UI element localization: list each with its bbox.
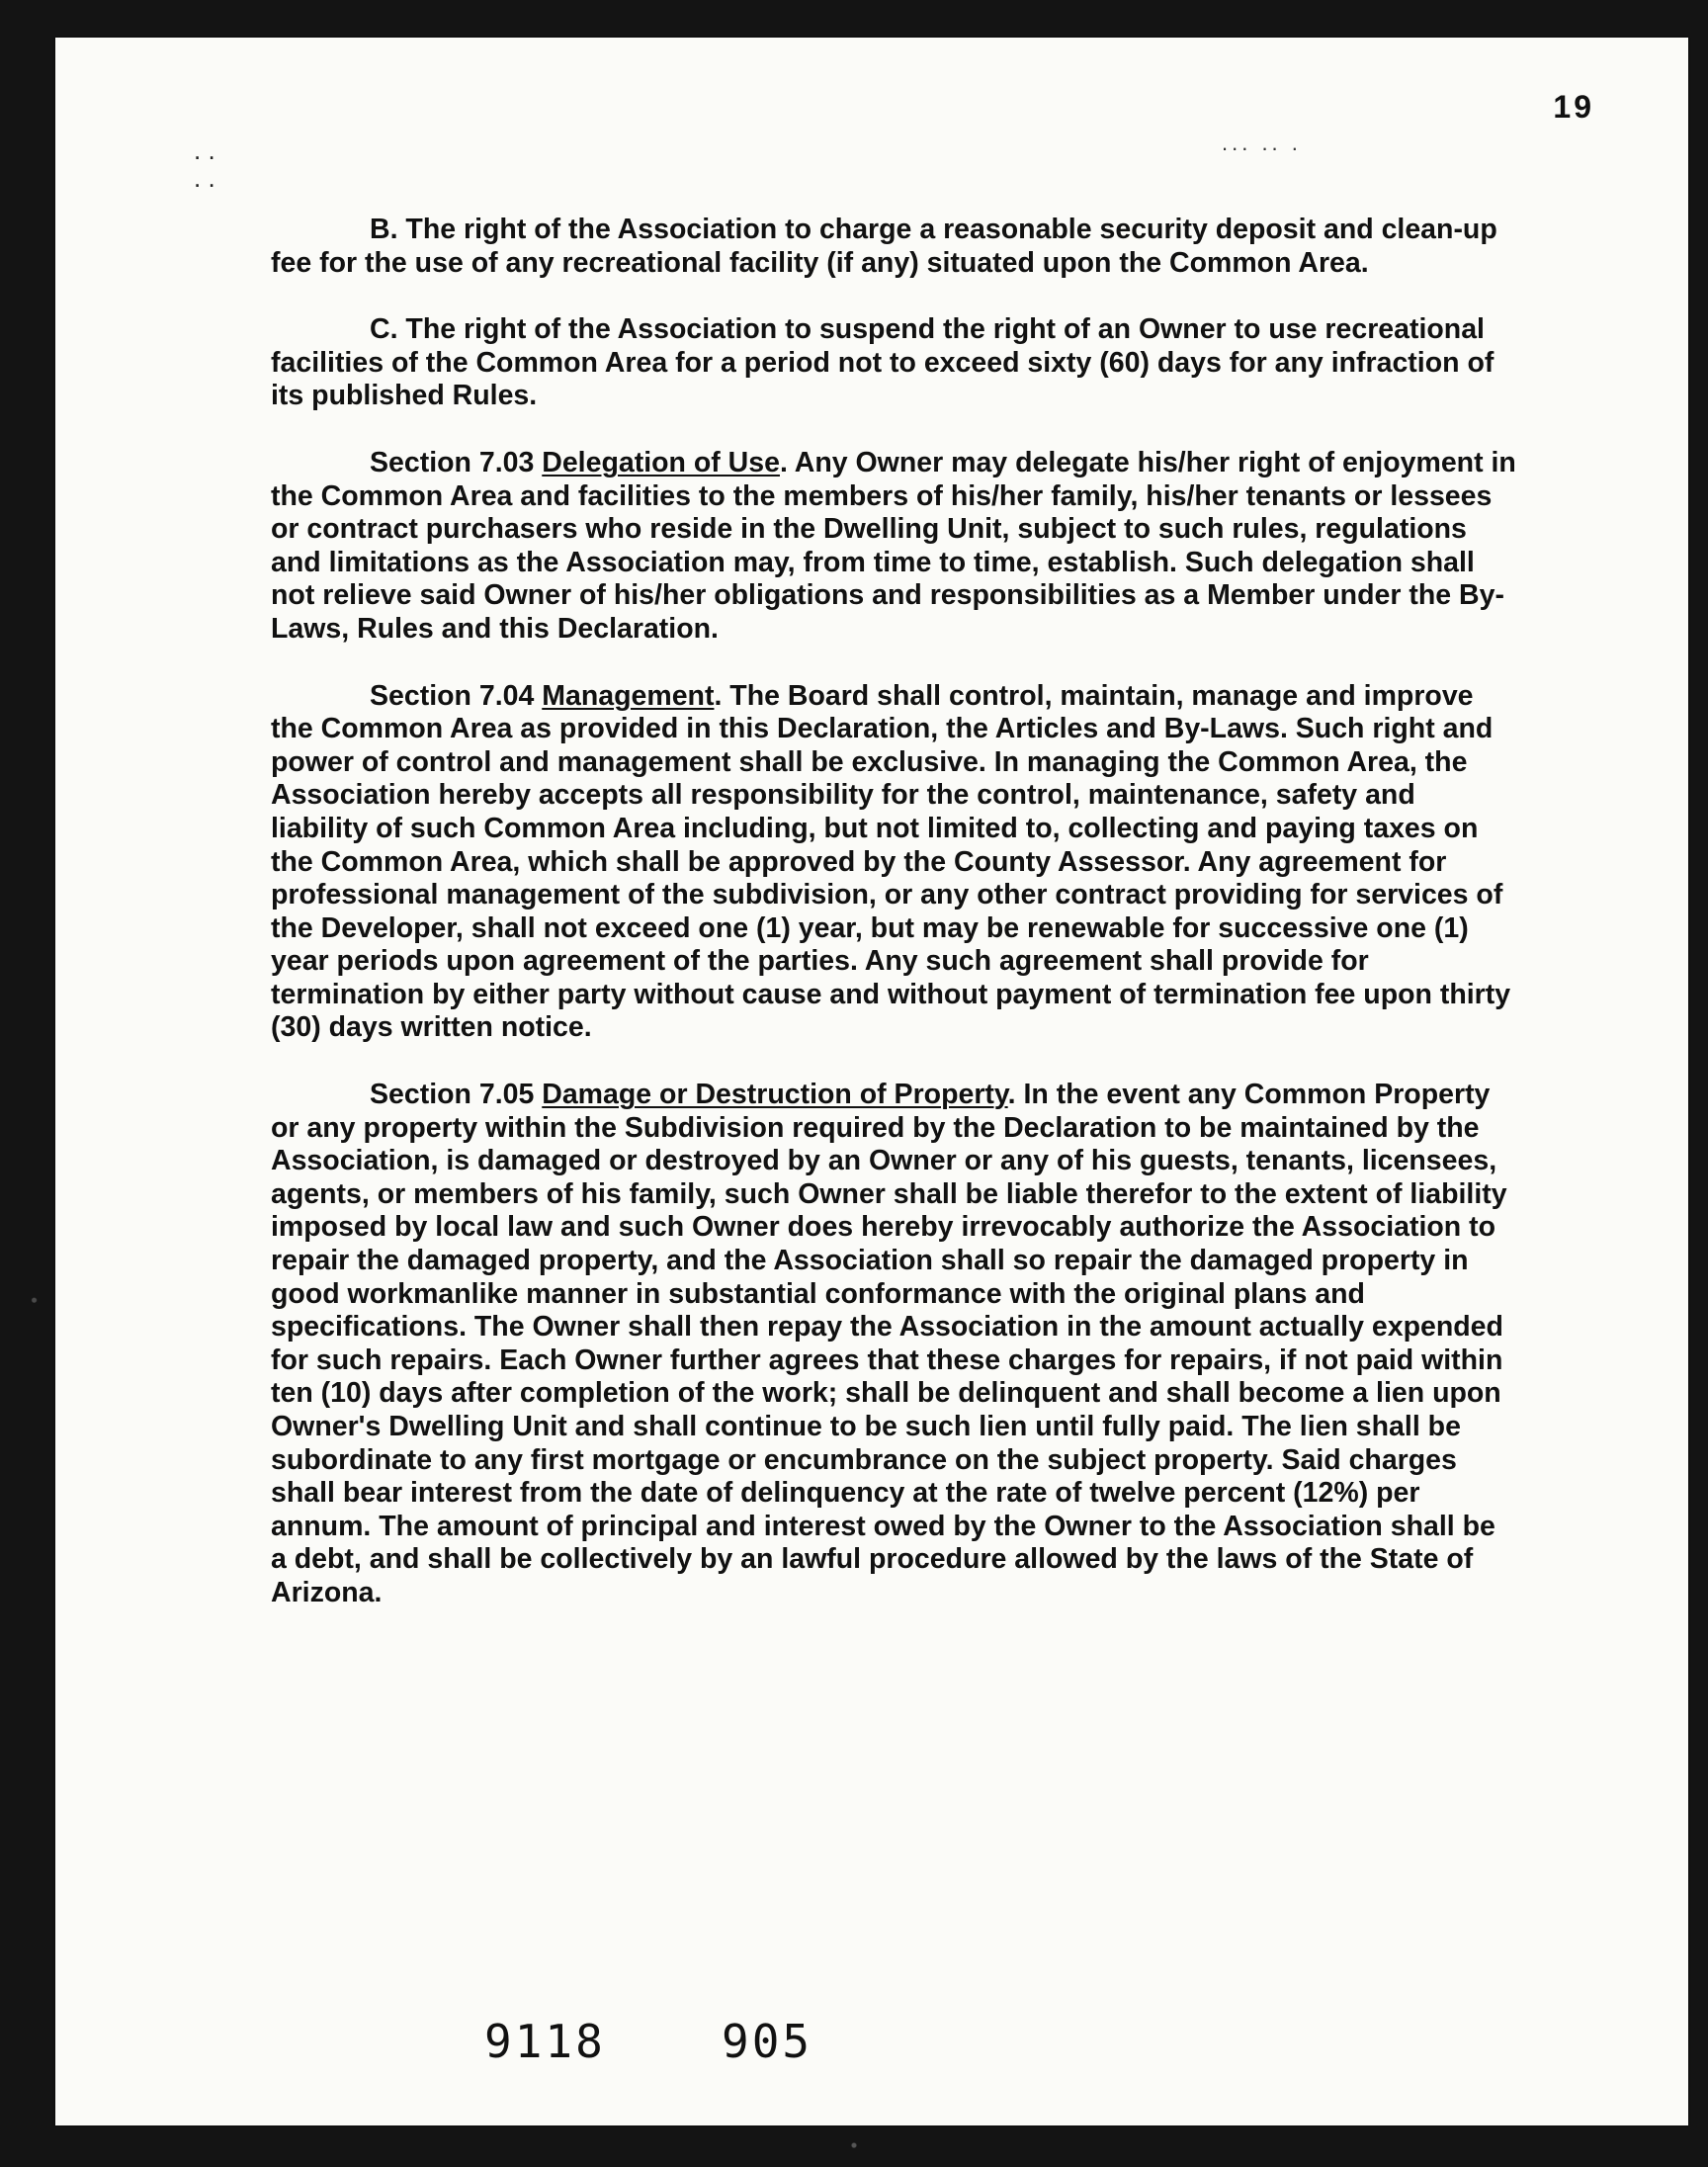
paragraph-text: B. The right of the Association to charge a reasonable security deposit and clean-up fee for the use of any recreational facility (if any) situated upon the Common Area. — [271, 214, 1497, 279]
document-body — [271, 214, 1516, 1644]
section-7-04 — [271, 680, 1516, 1046]
margin-marks: . . . . — [194, 135, 215, 193]
footer-docket-number: 9118 — [484, 2015, 606, 2068]
footer-page-number: 905 — [722, 2015, 813, 2068]
document-page — [55, 38, 1688, 2125]
section-number: Section 7.03 — [370, 446, 543, 478]
section-7-05 — [271, 1079, 1516, 1610]
paragraph-text: . Any Owner may delegate his/her right of enjoyment in the Common Area and facilities to the members of his/her family, his/her tenants or lessees or contract purchasers who reside in the Dwelling Unit, subject to such rules, regulations and limitations as the Association may, from time to time, establish. Such delegation shall not relieve said Owner of his/her obligations and responsibilities as a Member under the By-Laws, Rules and this Declaration. — [271, 446, 1516, 645]
section-7-03 — [271, 447, 1516, 647]
section-number: Section 7.04 — [370, 679, 543, 712]
page-number: 19 — [1553, 89, 1594, 125]
section-number: Section 7.05 — [370, 1079, 543, 1111]
paragraph-text: . In the event any Common Property or any property within the Subdivision required by the Declaration to be maintained by the Association, is damaged or destroyed by an Owner or any of his guests, tenants, licensees, agents, or members of his family, such Owner shall be liable therefor to the extent of liability imposed by local law and such Owner does hereby irrevocably authorize the Association to repair the damaged property, and the Association shall so repair the damaged property in good workmanlike manner in substantial conformance with the original plans and specifications. The Owner shall then repay the Association in the amount actually expended for such repairs. Each Owner further agrees that these charges for repairs, if not paid within ten (10) days after completion of the work; shall be delinquent and shall become a lien upon Owner's Dwelling Unit and shall continue to be such lien until fully paid. The lien shall be subordinate to any first mortgage or encumbrance on the subject property. Said charges shall bear interest from the date of delinquency at the rate of twelve percent (12%) per annum. The amount of principal and interest owed by the Owner to the Association shall be a debt, and shall be collectively by an lawful procedure allowed by the laws of the State of Arizona. — [271, 1079, 1507, 1608]
paragraph-text: . The Board shall control, maintain, manage and improve the Common Area as provided in this Declaration, the Articles and By-Laws. Such right and power of control and management shall be exclusive. In managing the Common Area, the Association hereby accepts all responsibility for the control, maintenance, safety and liability of such Common Area including, but not limited to, collecting and paying taxes on the Common Area, which shall be approved by the County Assessor. Any agreement for professional management of the subdivision, or any other contract providing for services of the Developer, shall not exceed one (1) year, but may be renewable for successive one (1) year periods upon agreement of the parties. Any such agreement shall provide for termination by either party without cause and without payment of termination fee upon thirty (30) days written notice. — [271, 679, 1511, 1044]
section-heading: Delegation of Use — [542, 446, 780, 478]
section-heading: Management — [542, 679, 715, 712]
stray-dots: ... .. . — [1222, 130, 1302, 155]
paragraph-text: C. The right of the Association to suspend the right of an Owner to use recreational facilities of the Common Area for a period not to exceed sixty (60) days for any infraction of its published Rules. — [271, 313, 1494, 412]
paragraph-b — [271, 214, 1516, 280]
section-heading: Damage or Destruction of Property — [542, 1079, 1008, 1111]
paragraph-c — [271, 313, 1516, 413]
